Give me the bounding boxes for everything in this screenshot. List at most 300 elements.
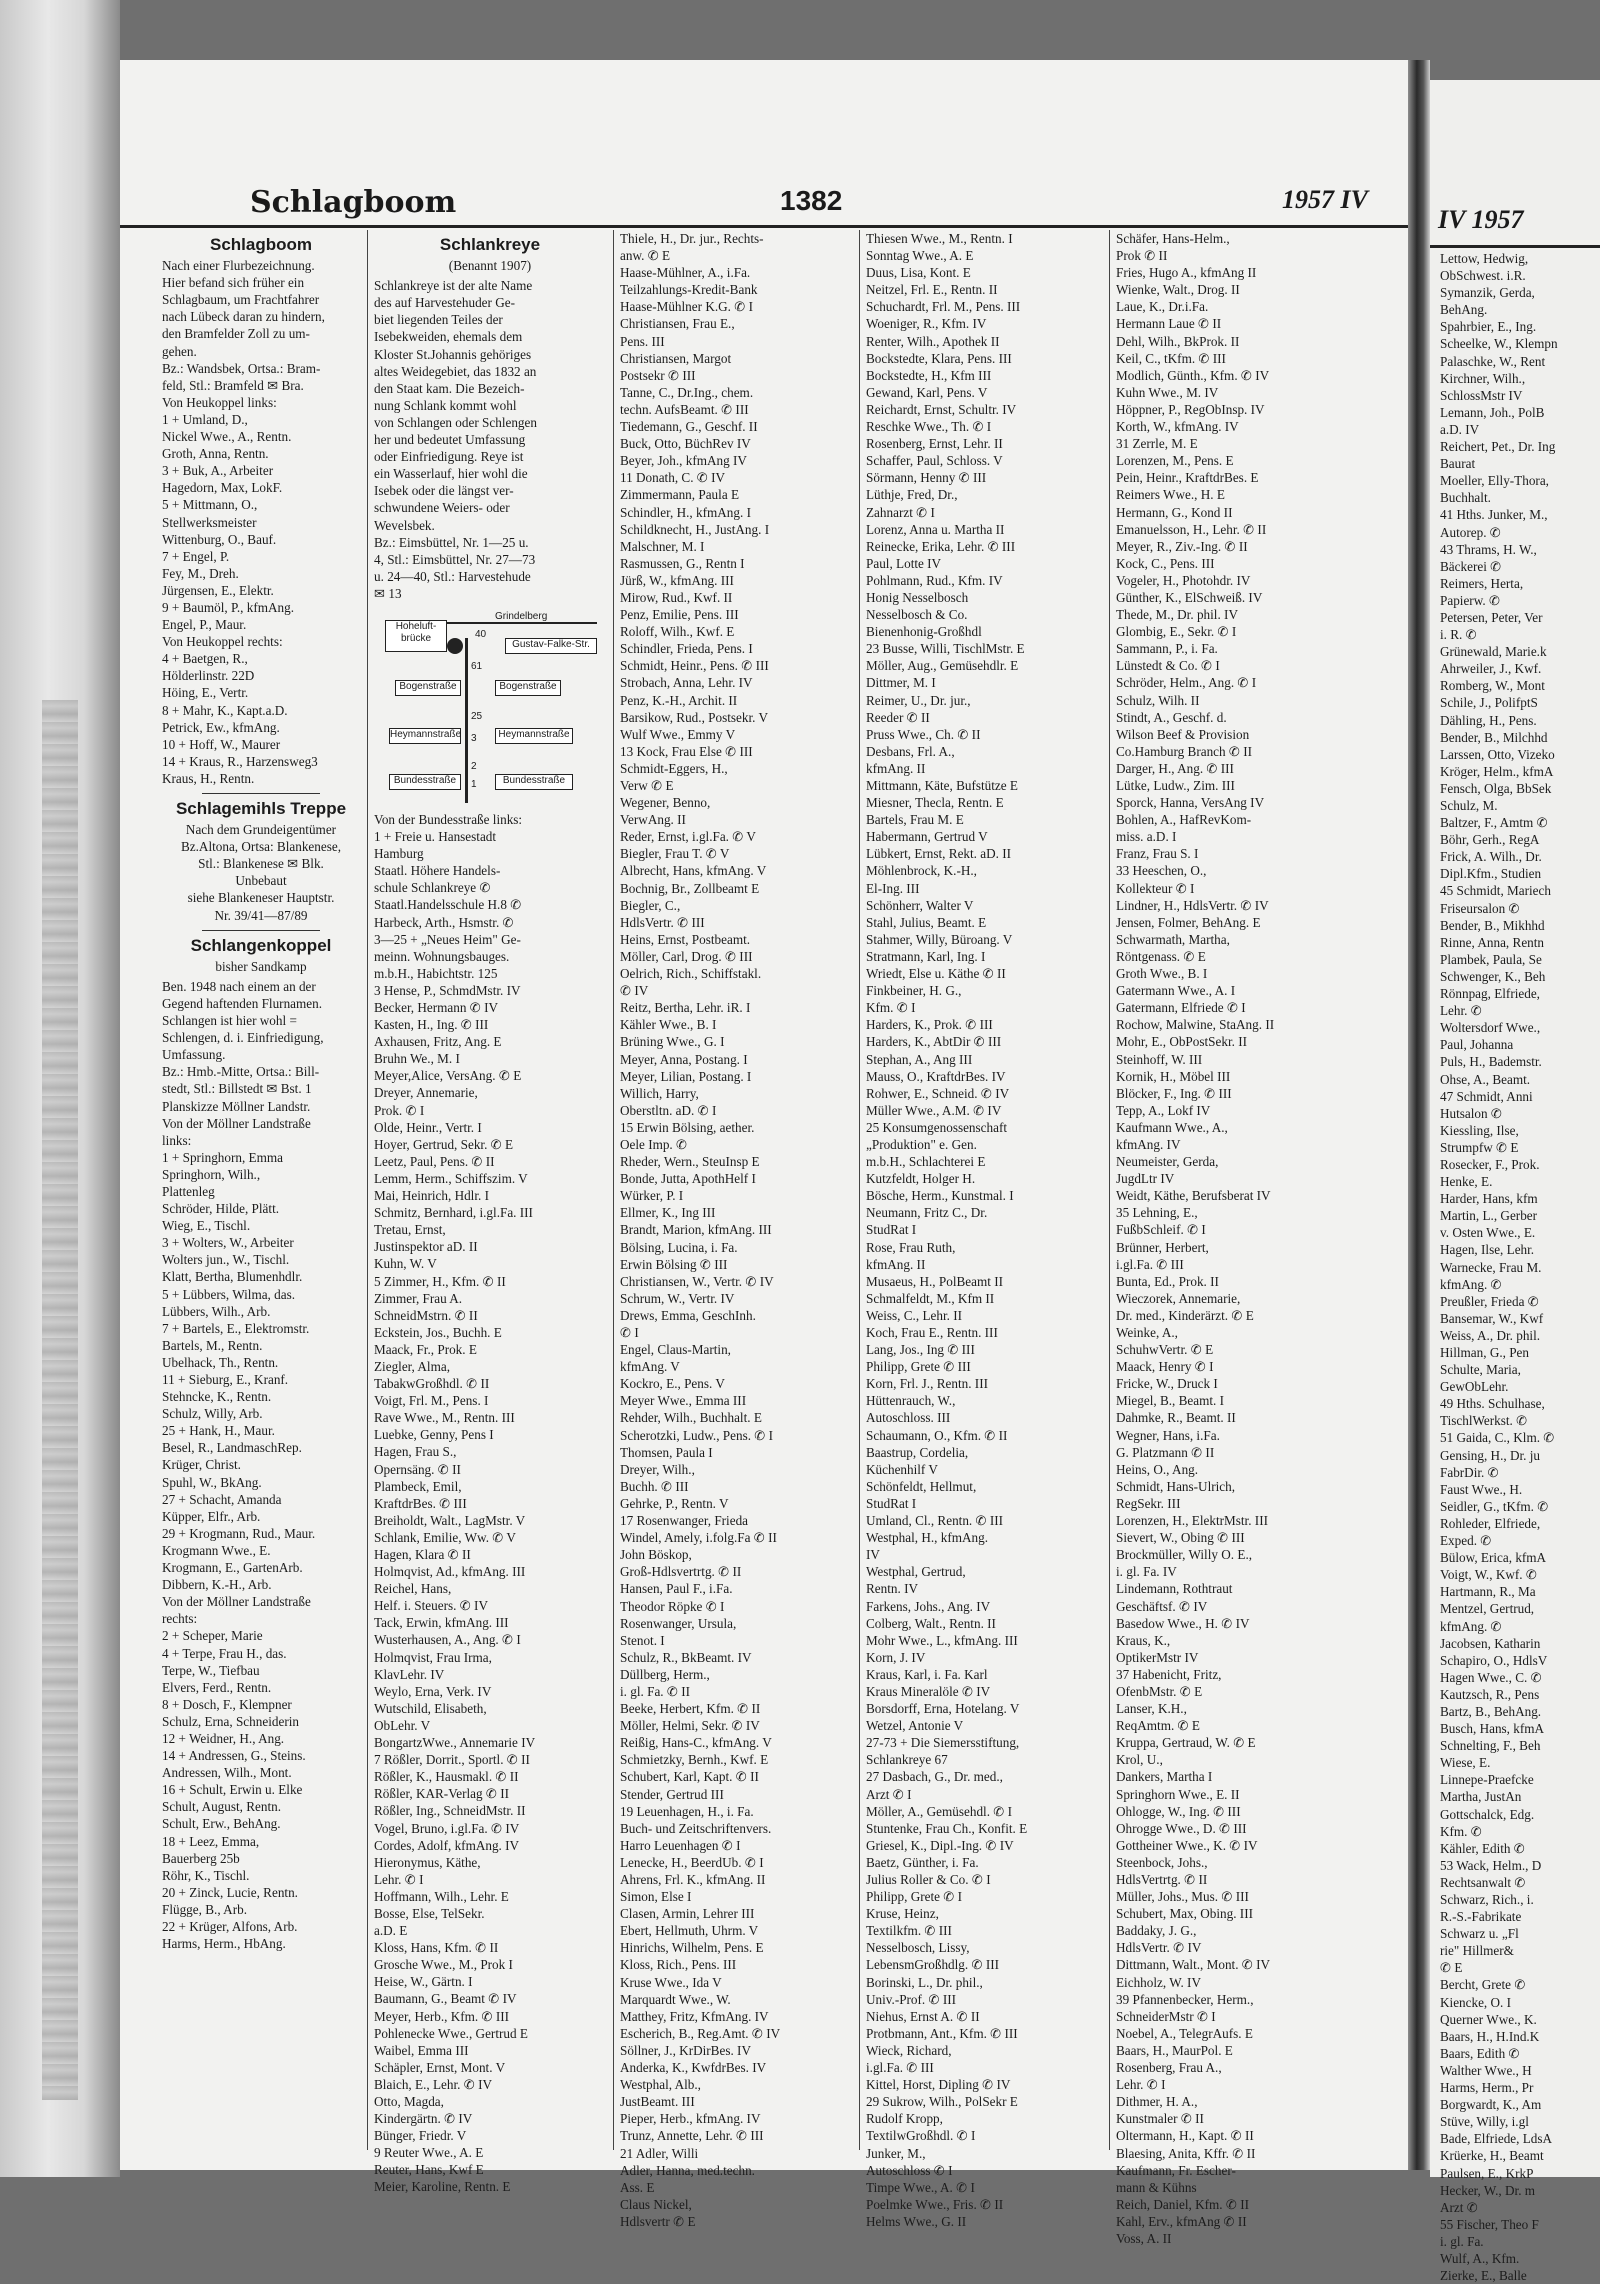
directory-entry-line: Jacobsen, Katharin xyxy=(1440,1635,1541,1651)
directory-entry-line: Rentn. IV xyxy=(866,1581,919,1597)
directory-entry-line: Meyer Wwe., Emma III xyxy=(620,1393,747,1409)
directory-entry-line: Niehus, Ernst A. ✆ II xyxy=(866,2008,980,2024)
directory-entry-line: Kittel, Horst, Dipling ✆ IV xyxy=(866,2077,1011,2093)
directory-entry-line: ✆ E xyxy=(1440,1960,1463,1976)
directory-entry-line: Lehr. ✆ I xyxy=(374,1871,424,1887)
directory-entry-line: 35 Lehning, E., xyxy=(1116,1205,1198,1221)
directory-entry-line: Höppner, P., RegObInsp. IV xyxy=(1116,401,1265,417)
directory-entry-line: Bender, B., Mikhhd xyxy=(1440,917,1545,933)
directory-entry-line: 3—25 + „Neues Heim" Ge- xyxy=(374,931,521,947)
map-u-station-icon xyxy=(447,638,463,654)
directory-entry-line: Korth, W., kfmAng. IV xyxy=(1116,419,1239,435)
next-running-head xyxy=(1430,185,1600,248)
directory-entry-line: Kutzfeldt, Holger H. xyxy=(866,1171,976,1187)
directory-entry-line: Helf. i. Steuers. ✆ IV xyxy=(374,1598,488,1614)
directory-entry-line: Wienke, Walt., Drog. II xyxy=(1116,282,1240,298)
street-sketch-map xyxy=(385,608,595,803)
directory-entry-line: Bienenhonig-Großhdl xyxy=(866,624,982,640)
directory-entry-line: Desbans, Frl. A., xyxy=(866,743,955,759)
directory-entry-line: Kröger, Helm., kfmA xyxy=(1440,763,1554,779)
directory-entry-line: Besel, R., LandmaschRep. xyxy=(162,1440,302,1456)
directory-entry-line: Weidt, Käthe, Berufsberat IV xyxy=(1116,1188,1271,1204)
directory-entry-line: Kraus Mineralöle ✆ IV xyxy=(866,1683,991,1699)
directory-entry-line: a.D. IV xyxy=(1440,421,1480,437)
directory-entry-line: Tack, Erwin, kfmAng. III xyxy=(374,1615,509,1631)
directory-entry-line: 43 Thrams, H. W., xyxy=(1440,541,1537,557)
directory-entry-line: kfmAng. II xyxy=(866,760,926,776)
column-3 xyxy=(620,230,852,2230)
directory-entry-line: Schlagbaum, um Frachtfahrer xyxy=(162,292,320,308)
directory-entry-line: Nesselbosch & Co. xyxy=(866,607,968,623)
directory-entry-line: Rößler, K., Hausmakl. ✆ II xyxy=(374,1769,519,1785)
next-page xyxy=(1430,80,1600,2284)
running-head-street: Schlagboom xyxy=(250,185,457,220)
directory-entry-line: Rudolf Kropp, xyxy=(866,2111,943,2127)
directory-entry-line: Schnelting, F., Beh xyxy=(1440,1738,1541,1754)
directory-entry-line: Rinne, Anna, Rentn xyxy=(1440,934,1545,950)
directory-entry-line: Klatt, Bertha, Blumenhdlr. xyxy=(162,1269,303,1285)
directory-entry-line: Hoffmann, Wilh., Lehr. E xyxy=(374,1888,509,1904)
directory-entry-line: Schildknecht, H., JustAng. I xyxy=(620,521,770,537)
directory-entry-line: Biegler, Frau T. ✆ V xyxy=(620,846,730,862)
directory-entry-line: Vogeler, H., Photohdr. IV xyxy=(1116,572,1251,588)
directory-entry-line: Hieronymus, Käthe, xyxy=(374,1854,481,1870)
directory-entry-line: Gatermann Wwe., A. I xyxy=(1116,983,1236,999)
directory-entry-line: Co.Hamburg Branch ✆ II xyxy=(1116,743,1253,759)
directory-entry-line: Junker, M., xyxy=(866,2145,926,2161)
directory-entry-line: Hillman, G., Pen xyxy=(1440,1345,1530,1360)
directory-entry-line: 27-73 + Die Siemersstiftung, xyxy=(866,1735,1020,1751)
directory-entry-line: Verw ✆ E xyxy=(620,778,674,793)
directory-entry-line: Penz, Emilie, Pens. III xyxy=(620,607,739,623)
directory-entry-line: Gensing, H., Dr. ju xyxy=(1440,1447,1541,1463)
directory-entry-line: Hutsalon ✆ xyxy=(1440,1105,1502,1121)
directory-entry-line: nach Lübeck daran zu hindern, xyxy=(162,309,325,325)
directory-entry-line: Zimmer, Frau A. xyxy=(374,1290,463,1306)
column-4 xyxy=(866,230,1102,2230)
directory-entry-line: Ohse, A., Beamt. xyxy=(1440,1071,1531,1087)
directory-entry-line: techn. AufsBeamt. ✆ III xyxy=(620,401,749,417)
directory-entry-line: Oberstltn. aD. ✆ I xyxy=(620,1102,717,1118)
directory-entry-line: 4, Stl.: Eimsbüttel, Nr. 27—73 xyxy=(374,551,536,567)
directory-entry-line: rie" Hillmer& xyxy=(1440,1943,1514,1959)
directory-entry-line: Strumpfw ✆ E xyxy=(1440,1139,1519,1155)
directory-entry-line: mann & Kühns xyxy=(1116,2179,1197,2195)
directory-entry-line: Brüning Wwe., G. I xyxy=(620,1034,725,1050)
directory-entry-line: Rosenberg, Ernst, Lehr. II xyxy=(866,436,1003,452)
directory-entry-line: Planskizze Möllner Landstr. xyxy=(162,1098,311,1114)
directory-entry-line: Schrum, W., Vertr. IV xyxy=(620,1290,735,1306)
directory-entry-line: Erwin Bölsing ✆ III xyxy=(620,1256,728,1272)
directory-entry-line: 9 + Baumöl, P., kfmAng. xyxy=(162,599,294,615)
directory-entry-line: Busch, Hans, kfmA xyxy=(1440,1721,1545,1737)
directory-entry-line: Griesel, K., Dipl.-Ing. ✆ IV xyxy=(866,1837,1014,1853)
directory-entry-line: Rasmussen, G., Rentn I xyxy=(620,555,745,571)
directory-entry-line: Groth Wwe., B. I xyxy=(1116,966,1208,982)
directory-entry-line: Ahrens, Frl. K., kfmAng. II xyxy=(620,1872,766,1887)
directory-entry-line: Von der Möllner Landstraße xyxy=(162,1594,311,1610)
directory-entry-line: Timpe Wwe., A. ✆ I xyxy=(866,2179,975,2195)
directory-entry-line: Willich, Harry, xyxy=(620,1085,699,1101)
directory-entry-line: Krogmann Wwe., E. xyxy=(162,1542,271,1558)
directory-entry-line: Isebek oder die längst ver- xyxy=(374,483,514,499)
directory-entry-line: Nach einer Flurbezeichnung. xyxy=(162,258,315,274)
directory-entry-line: Becker, Hermann ✆ IV xyxy=(374,1000,499,1015)
directory-entry-line: v. Osten Wwe., E. xyxy=(1440,1225,1536,1241)
directory-entry-line: Müller Wwe., A.M. ✆ IV xyxy=(866,1102,1002,1118)
directory-entry-line: Fensch, Olga, BbSek xyxy=(1440,780,1552,796)
directory-entry-line: Schönherr, Walter V xyxy=(866,897,974,913)
column-5 xyxy=(1116,230,1356,2247)
directory-entry-line: Stratmann, Karl, Ing. I xyxy=(866,948,986,964)
directory-entry-line: Petersen, Peter, Ver xyxy=(1440,609,1543,625)
map-number: 61 xyxy=(471,660,483,672)
directory-entry-line: Bartels, M., Rentn. xyxy=(162,1337,263,1353)
directory-entry-line: Friseursalon ✆ xyxy=(1440,900,1520,916)
directory-entry-line: Bochnig, Br., Zollbeamt E xyxy=(620,880,760,896)
directory-entry-line: Pruss Wwe., Ch. ✆ II xyxy=(866,726,981,742)
directory-entry-line: Kaufmann, Fr. Escher- xyxy=(1116,2162,1236,2178)
directory-entry-line: 10 + Hoff, W., Maurer xyxy=(162,736,281,752)
directory-entry-line: Rößler, KAR-Verlag ✆ II xyxy=(374,1786,510,1802)
directory-entry-line: Cordes, Adolf, kfmAng. IV xyxy=(374,1837,520,1853)
directory-entry-line: Bauerberg 25b xyxy=(162,1850,240,1866)
directory-entry-line: Stephan, A., Ang III xyxy=(866,1051,973,1067)
directory-entry-line: Axhausen, Fritz, Ang. E xyxy=(374,1034,502,1050)
directory-entry-line: Möller, A., Gemüsehdl. ✆ I xyxy=(866,1803,1013,1819)
directory-entry-line: Kockro, E., Pens. V xyxy=(620,1376,725,1392)
directory-entry-line: 27 + Schacht, Amanda xyxy=(162,1491,282,1507)
directory-entry-line: Schulte, Maria, xyxy=(1440,1362,1521,1378)
directory-entry-line: Spahrbier, E., Ing. xyxy=(1440,319,1537,335)
directory-entry-line: Kautzsch, R., Pens xyxy=(1440,1686,1540,1702)
street-heading-schlagemihls-treppe: Schlagemihls Treppe xyxy=(175,799,347,818)
directory-entry-line: Möller, Carl, Drog. ✆ III xyxy=(620,948,753,964)
directory-entry-line: Petrick, Ew., kfmAng. xyxy=(162,719,280,735)
directory-entry-line: Strobach, Anna, Lehr. IV xyxy=(620,675,753,691)
directory-entry-line: Bz.: Hmb.-Mitte, Ortsa.: Bill- xyxy=(162,1064,320,1080)
directory-entry-line: Kloster St.Johannis gehöriges xyxy=(374,346,532,362)
directory-entry-line: Schlengen, d. i. Einfriedigung, xyxy=(162,1030,324,1046)
directory-entry-line: Ben. 1948 nach einem an der xyxy=(162,978,316,994)
directory-entry-line: Wilson Beef & Provision xyxy=(1116,726,1250,742)
directory-entry-line: Voigt, Frl. M., Pens. I xyxy=(374,1393,489,1409)
directory-entry-line: Schmidt, Heinr., Pens. ✆ III xyxy=(620,658,769,674)
directory-entry-line: OfenbMstr. ✆ E xyxy=(1116,1683,1203,1699)
directory-entry-line: Theodor Röpke ✆ I xyxy=(620,1598,725,1614)
directory-entry-line: ObLehr. V xyxy=(374,1717,431,1733)
directory-entry-line: LebensmGroßhdlg. ✆ III xyxy=(866,1957,1000,1973)
directory-entry-line: Emanuelsson, H., Lehr. ✆ II xyxy=(1116,521,1267,537)
directory-entry-line: Wieg, E., Tischl. xyxy=(162,1218,251,1234)
directory-entry-line: Kunstmaler ✆ II xyxy=(1116,2111,1204,2127)
directory-entry-line: Ziegler, Alma, xyxy=(374,1358,451,1374)
directory-entry-line: Schmidt, Hans-Ulrich, xyxy=(1116,1478,1236,1494)
directory-entry-line: Wieck, Richard, xyxy=(866,2042,952,2058)
directory-entry-line: Kloss, Rich., Pens. III xyxy=(620,1957,737,1973)
directory-entry-line: Mauss, O., KraftdrBes. IV xyxy=(866,1068,1006,1084)
directory-entry-line: Andressen, Wilh., Mont. xyxy=(162,1765,292,1781)
directory-entry-line: Justinspektor aD. II xyxy=(374,1239,478,1255)
directory-entry-line: Duus, Lisa, Kont. E xyxy=(866,265,971,281)
directory-entry-line: Hier befand sich früher ein xyxy=(162,275,305,291)
directory-entry-line: Fricke, W., Druck I xyxy=(1116,1376,1218,1392)
directory-entry-line: Kraus, H., Rentn. xyxy=(162,770,255,786)
directory-entry-line: Roloff, Wilh., Kwf. E xyxy=(620,624,735,640)
directory-entry-line: altes Weidegebiet, das 1832 an xyxy=(374,363,537,379)
directory-entry-line: SchuhwVertr. ✆ E xyxy=(1116,1342,1214,1358)
directory-entry-line: Martin, L., Gerber xyxy=(1440,1208,1538,1224)
directory-entry-line: des auf Harvestehuder Ge- xyxy=(374,295,515,311)
directory-entry-line: Kfm. ✆ I xyxy=(866,1000,916,1016)
directory-entry-line: oder Einfriedigung. Reye ist xyxy=(374,449,524,465)
directory-entry-line: 37 Habenicht, Fritz, xyxy=(1116,1666,1222,1682)
directory-entry-line: Bohlen, A., HafRevKom- xyxy=(1116,812,1252,828)
directory-entry-line: Woltersdorf Wwe., xyxy=(1440,1020,1541,1036)
directory-entry-line: Wulf Wwe., Emmy V xyxy=(620,726,736,742)
directory-entry-line: Buch- und Zeitschriftenvers. xyxy=(620,1820,772,1836)
directory-entry-line: Rosenwanger, Ursula, xyxy=(620,1615,737,1631)
directory-entry-line: Hermann Laue ✆ II xyxy=(1116,316,1222,332)
directory-entry-line: Hagen, Ilse, Lehr. xyxy=(1440,1242,1535,1258)
directory-entry-line: Reitz, Bertha, Lehr. iR. I xyxy=(620,1000,751,1016)
directory-entry-line: Schwenger, K., Beh xyxy=(1440,968,1546,984)
directory-entry-line: Papierw. ✆ xyxy=(1440,592,1500,608)
directory-entry-line: Pens. III xyxy=(620,333,665,349)
directory-entry-line: biet liegenden Teiles der xyxy=(374,312,503,328)
directory-entry-line: Albrecht, Hans, kfmAng. V xyxy=(620,863,767,879)
directory-entry-line: 25 + Hank, H., Maur. xyxy=(162,1423,275,1439)
directory-entry-line: Düllberg, Herm., xyxy=(620,1666,710,1682)
directory-entry-line: BongartzWwe., Annemarie IV xyxy=(374,1735,536,1751)
directory-entry-line: Kähler, Edith ✆ xyxy=(1440,1840,1525,1856)
directory-entry-line: 39 Pfannenbecker, Herm., xyxy=(1116,1991,1254,2007)
map-number: 40 xyxy=(475,628,487,640)
directory-entry-line: Rohleder, Elfriede, xyxy=(1440,1515,1541,1531)
directory-entry-line: Weinke, A., xyxy=(1116,1325,1178,1340)
directory-entry-line: Gewand, Karl, Pens. V xyxy=(866,384,988,400)
directory-entry-line: Lütke, Ludw., Zim. III xyxy=(1116,778,1235,793)
directory-entry-line: Stuntenke, Frau Ch., Konfit. E xyxy=(866,1820,1028,1836)
directory-entry-line: i. gl. Fa. IV xyxy=(1116,1564,1177,1580)
directory-entry-line: Teilzahlungs-Kredit-Bank xyxy=(620,282,758,298)
directory-entry-line: Barsikow, Rud., Postsekr. V xyxy=(620,709,769,725)
directory-entry-line: Christiansen, Frau E., xyxy=(620,316,735,332)
directory-entry-line: Engel, Claus-Martin, xyxy=(620,1342,731,1358)
directory-entry-line: schule Schlankreye ✆ xyxy=(374,880,491,896)
directory-entry-line: Elvers, Ferd., Rentn. xyxy=(162,1679,272,1695)
directory-entry-line: Oelrich, Rich., Schiffstakl. xyxy=(620,966,762,982)
directory-entry-line: Röntgenass. ✆ E xyxy=(1116,948,1206,964)
directory-entry-line: Schult, August, Rentn. xyxy=(162,1799,282,1815)
directory-entry-line: Bender, B., Milchhd xyxy=(1440,729,1548,745)
directory-entry-line: Julius Roller & Co. ✆ I xyxy=(866,1872,991,1887)
directory-entry-line: Postsekr ✆ III xyxy=(620,367,696,383)
directory-entry-line: Arzt ✆ xyxy=(1440,2199,1478,2215)
directory-entry-line: Schmalfeldt, M., Kfm II xyxy=(866,1290,995,1306)
directory-entry-line: Bansemar, W., Kwf xyxy=(1440,1310,1544,1326)
directory-entry-line: Schulz, Erna, Schneiderin xyxy=(162,1713,299,1729)
directory-entry-line: Puls, H., Bademstr. xyxy=(1440,1054,1542,1070)
directory-entry-line: Schlankreye 67 xyxy=(866,1752,948,1768)
directory-entry-line: Exped. ✆ xyxy=(1440,1533,1492,1549)
directory-entry-line: Bartels, Frau M. E xyxy=(866,812,964,828)
directory-entry-line: Krogmann, E., GartenArb. xyxy=(162,1560,303,1576)
directory-entry-line: Kaufmann Wwe., A., xyxy=(1116,1119,1228,1135)
directory-entry-line: i.gl.Fa. ✆ III xyxy=(866,2060,934,2076)
directory-entry-line: Christiansen, W., Vertr. ✆ IV xyxy=(620,1273,774,1289)
directory-entry-line: Weiss, C., Lehr. II xyxy=(866,1307,962,1323)
column-separator xyxy=(613,230,614,2150)
directory-entry-line: Korn, Frl. J., Rentn. III xyxy=(866,1376,988,1392)
directory-entry-line: Hamburg xyxy=(374,846,424,862)
directory-entry-line: 14 + Kraus, R., Harzensweg3 xyxy=(162,753,318,769)
directory-entry-line: Rehder, Wilh., Buchhalt. E xyxy=(620,1410,762,1426)
directory-entry-line: Hartmann, R., Ma xyxy=(1440,1584,1536,1600)
directory-entry-line: Drews, Emma, GeschInh. xyxy=(620,1307,756,1323)
directory-entry-line: Stellwerksmeister xyxy=(162,514,257,530)
directory-entry-line: Stahmer, Willy, Büroang. V xyxy=(866,931,1013,947)
directory-entry-line: stedt, Stl.: Billstedt ✉ Bst. 1 xyxy=(162,1081,312,1097)
directory-entry-line: Thomsen, Paula I xyxy=(620,1444,713,1460)
directory-entry-line: 25 Konsumgenossenschaft xyxy=(866,1119,1008,1135)
directory-entry-line: Mohr Wwe., L., kfmAng. III xyxy=(866,1632,1018,1648)
directory-entry-line: 3 + Wolters, W., Arbeiter xyxy=(162,1235,294,1251)
directory-entry-line: Reinecke, Erika, Lehr. ✆ III xyxy=(866,538,1016,554)
directory-entry-line: Marquardt Wwe., W. xyxy=(620,1991,731,2007)
directory-entry-line: Röhr, K., Tischl. xyxy=(162,1867,250,1883)
map-number: 2 xyxy=(471,760,477,772)
directory-entry-line: El-Ing. III xyxy=(866,880,920,896)
directory-entry-line: miss. a.D. I xyxy=(1116,829,1177,845)
directory-entry-line: Wolters jun., W., Tischl. xyxy=(162,1252,290,1268)
directory-entry-line: Bruhn We., M. I xyxy=(374,1051,460,1067)
directory-entry-line: Olde, Heinr., Vertr. I xyxy=(374,1119,482,1135)
directory-entry-line: Weylo, Erna, Verk. IV xyxy=(374,1683,492,1699)
directory-entry-line: Kahl, Erv., kfmAng ✆ II xyxy=(1116,2213,1247,2229)
directory-entry-line: Meyer, Anna, Postang. I xyxy=(620,1051,748,1067)
directory-entry-line: Colberg, Walt., Rentn. II xyxy=(866,1615,996,1631)
book-fold xyxy=(1408,60,1430,2170)
directory-entry-line: Nesselbosch, Lissy, xyxy=(866,1940,970,1956)
directory-entry-line: 15 Erwin Bölsing, aether. xyxy=(620,1119,755,1135)
directory-entry-line: Beyer, Joh., kfmAng IV xyxy=(620,453,747,469)
directory-entry-line: Tiedemann, G., Geschf. II xyxy=(620,419,758,435)
directory-entry-line: Harders, K., AbtDir ✆ III xyxy=(866,1034,1002,1050)
directory-entry-line: Kollekteur ✆ I xyxy=(1116,880,1195,896)
directory-entry-line: Schmietzky, Bernh., Kwf. E xyxy=(620,1752,769,1768)
directory-entry-line: 41 Hths. Junker, M., xyxy=(1440,507,1548,523)
directory-entry-line: Buck, Otto, BüchRev IV xyxy=(620,436,751,452)
directory-entry-line: feld, Stl.: Bramfeld ✉ Bra. xyxy=(162,377,304,393)
directory-entry-line: Groth, Anna, Rentn. xyxy=(162,446,269,462)
directory-entry-line: meinn. Wohnungsbauges. xyxy=(374,948,510,964)
directory-entry-line: Zimmermann, Paula E xyxy=(620,487,740,503)
directory-entry-line: i. gl. Fa. xyxy=(1440,2233,1484,2249)
directory-entry-line: Rheder, Wern., SteuInsp E xyxy=(620,1154,760,1170)
directory-entry-line: VerwAng. II xyxy=(620,812,686,828)
directory-entry-line: Hecker, W., Dr. m xyxy=(1440,2182,1536,2198)
directory-entry-line: Lünstedt & Co. ✆ I xyxy=(1116,658,1220,674)
directory-entry-line: Maack, Henry ✆ I xyxy=(1116,1359,1214,1375)
directory-entry-line: Bercht, Grete ✆ xyxy=(1440,1977,1526,1993)
directory-entry-line: Basedow Wwe., H. ✆ IV xyxy=(1116,1615,1250,1631)
directory-entry-line: Haase-Mühlner K.G. ✆ I xyxy=(620,299,753,315)
directory-entry-line: ReqAmtm. ✆ E xyxy=(1116,1718,1200,1734)
directory-entry-line: Westphal, Gertrud, xyxy=(866,1564,966,1580)
directory-entry-line: Kähler Wwe., B. I xyxy=(620,1017,717,1033)
directory-entry-line: Bosse, Else, TelSekr. xyxy=(374,1905,485,1921)
directory-entry-line: Harbeck, Arth., Hsmstr. ✆ xyxy=(374,914,514,930)
directory-entry-line: Reeder ✆ II xyxy=(866,709,930,725)
directory-entry-line: Krüger, Christ. xyxy=(162,1457,241,1473)
directory-entry-line: anw. ✆ E xyxy=(620,248,671,264)
directory-entry-line: Dithmer, H. A., xyxy=(1116,2094,1198,2110)
directory-entry-line: 5 Zimmer, H., Kfm. ✆ II xyxy=(374,1273,506,1289)
directory-entry-line: Opernsäng. ✆ II xyxy=(374,1461,461,1477)
directory-entry-line: Otto, Magda, xyxy=(374,2094,444,2109)
directory-entry-line: Kfm. ✆ xyxy=(1440,1823,1482,1839)
directory-entry-line: Palaschke, W., Rent xyxy=(1440,353,1546,369)
directory-entry-line: Breiholdt, Walt., LagMstr. V xyxy=(374,1512,526,1528)
directory-entry-line: Schwarz u. „Fl xyxy=(1440,1926,1519,1942)
directory-entry-line: Lang, Jos., Ing ✆ III xyxy=(866,1342,975,1358)
directory-entry-line: Schmitz, Bernhard, i.gl.Fa. III xyxy=(374,1205,533,1221)
directory-entry-line: Wegner, Hans, i.Fa. xyxy=(1116,1427,1220,1443)
column-separator xyxy=(367,230,368,2150)
directory-entry-line: Steinhoff, W. III xyxy=(1116,1051,1203,1067)
directory-entry-line: 16 + Schult, Erwin u. Elke xyxy=(162,1782,303,1798)
directory-entry-line: Möller, Helmi, Sekr. ✆ IV xyxy=(620,1718,760,1734)
directory-entry-line: Heins, Ernst, Postbeamt. xyxy=(620,931,751,947)
directory-entry-line: Querner Wwe., K. xyxy=(1440,2011,1537,2027)
directory-entry-line: Dehl, Wilh., BkProk. II xyxy=(1116,333,1240,349)
directory-entry-line: Trunz, Annette, Lehr. ✆ III xyxy=(620,2128,764,2144)
directory-entry-line: Kock, C., Pens. III xyxy=(1116,555,1215,571)
directory-entry-line: Schwarz, Rich., i. xyxy=(1440,1892,1534,1907)
directory-entry-line: Symanzik, Gerda, xyxy=(1440,285,1535,301)
directory-entry-line: kfmAng. ✆ xyxy=(1440,1276,1502,1292)
directory-entry-line: Dittmer, M. I xyxy=(866,675,936,691)
map-label-bogenstrasse-right: Bogenstraße xyxy=(495,680,561,696)
directory-entry-line: Bz.Altona, Ortsa: Blankenese, xyxy=(180,839,342,855)
directory-entry-line: Arzt ✆ I xyxy=(866,1786,912,1802)
directory-entry-line: Heise, W., Gärtn. I xyxy=(374,1974,473,1990)
directory-entry-line: Borgwardt, K., Am xyxy=(1440,2097,1542,2113)
directory-entry-line: Lüthje, Fred, Dr., xyxy=(866,487,958,503)
directory-entry-line: Preußler, Frieda ✆ xyxy=(1440,1293,1539,1309)
directory-entry-line: m.b.H., Schlachterei E xyxy=(866,1154,986,1170)
directory-entry-line: Brünner, Herbert, xyxy=(1116,1239,1209,1255)
directory-entry-line: Lenecke, H., BeerdUb. ✆ I xyxy=(620,1854,764,1870)
directory-entry-line: Baars, Edith ✆ xyxy=(1440,2045,1520,2061)
directory-entry-line: Romberg, W., Mont xyxy=(1440,678,1545,694)
directory-entry-line: Meyer, R., Ziv.-Ing. ✆ II xyxy=(1116,538,1248,554)
directory-entry-line: Renter, Wilh., Apothek II xyxy=(866,333,1000,349)
directory-entry-line: StudRat I xyxy=(866,1495,917,1511)
directory-entry-line: Schröder, Helm., Ang. ✆ I xyxy=(1116,675,1257,691)
running-head-year-part: 1957 IV xyxy=(1282,185,1368,214)
directory-entry-line: SchlossMstr IV xyxy=(1440,387,1523,403)
directory-entry-line: 33 Heeschen, O., xyxy=(1116,863,1207,879)
directory-entry-line: Mittmann, Käte, Bufstütze E xyxy=(866,778,1018,793)
directory-entry-line: Franz, Frau S. I xyxy=(1116,846,1199,862)
directory-entry-line: JustBeamt. III xyxy=(620,2094,695,2110)
map-number: 1 xyxy=(471,778,477,790)
directory-entry-line: Miegel, B., Beamt. I xyxy=(1116,1393,1225,1409)
directory-entry-line: Baddaky, J. G., xyxy=(1116,1923,1197,1939)
directory-entry-line: Bockstedte, H., Kfm III xyxy=(866,367,992,383)
